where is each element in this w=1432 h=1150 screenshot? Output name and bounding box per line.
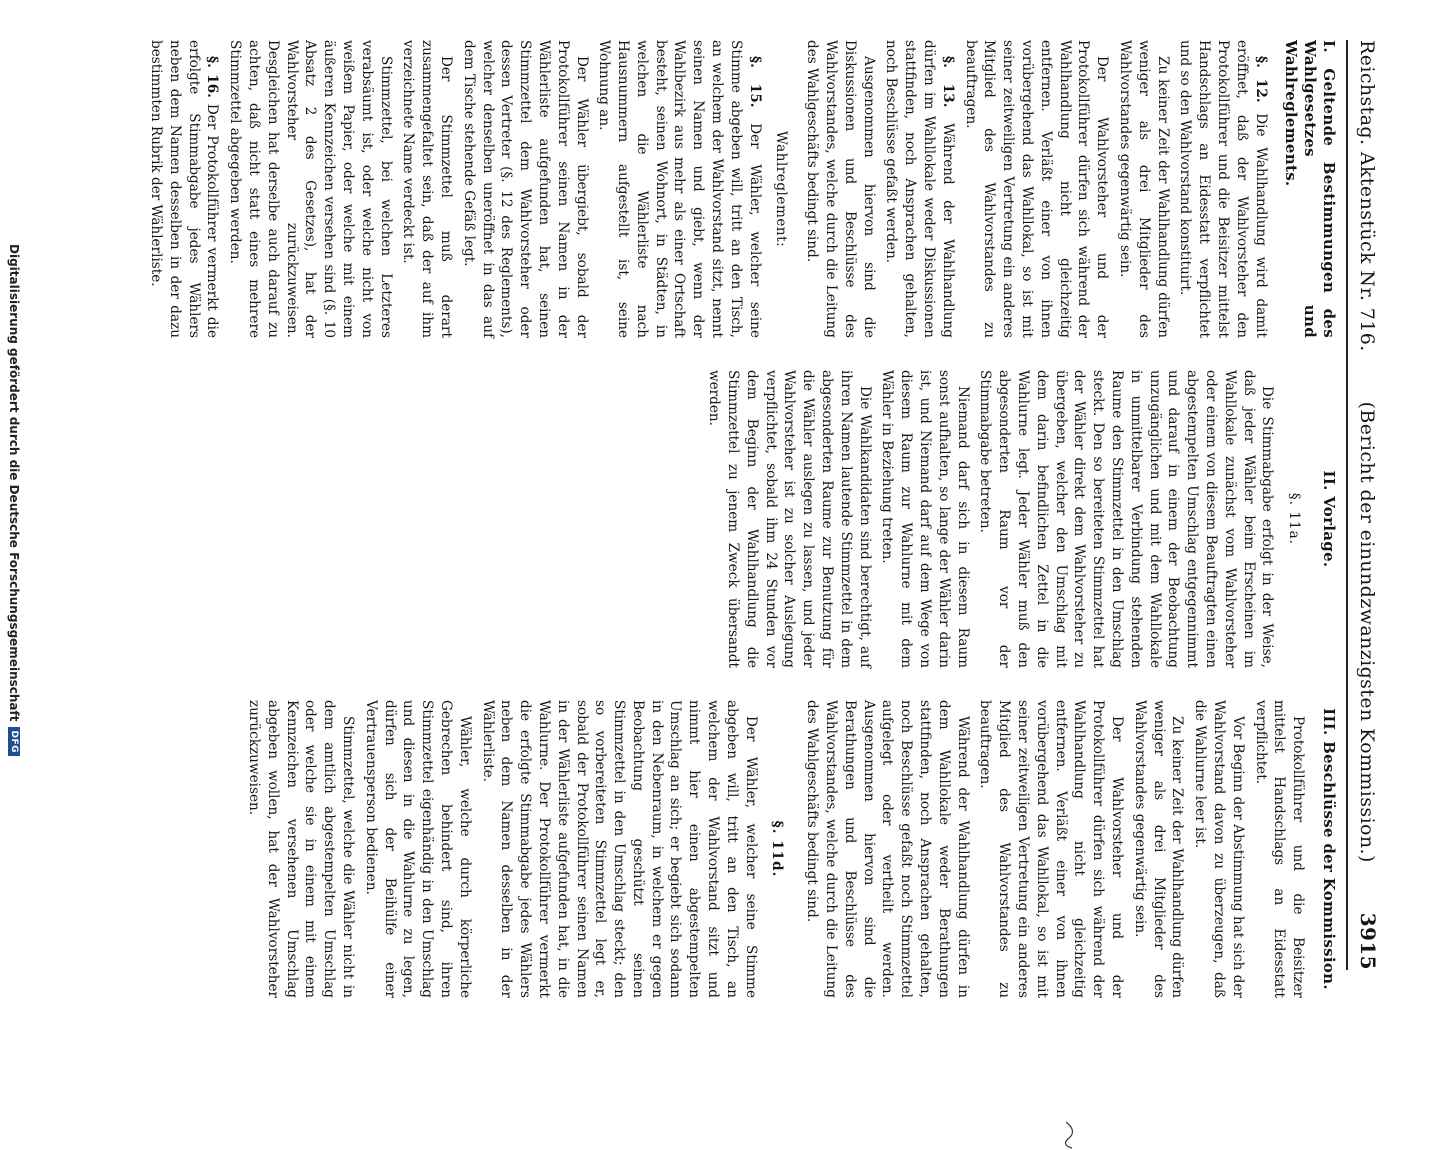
paragraph: Wähler, welche durch körperliche Gebrechen behindert sind, ihren Stimmzettel eigenhändig in den Umschlag und diesen in die Wahlurne zu legen, dürfen sich der Beihülfe einer Vertrauensperson bedienen. — [362, 700, 473, 998]
paragraph: Der Wahlvorsteher und der Protokollführer dürfen sich während der Wahlhandlung nicht gleichzeitig entfernen. Verläßt einer von ihnen vorübergehend das Wahllokal, so ist mit seiner zeitweiligen Vertretung ein anderes Mitglied des Wahlvorstandes zu beauftragen. — [962, 40, 1111, 338]
paragraph-text: Während der Wahlhandlung dürfen im Wahllokale weder Diskussionen stattfinden, noch Ansprachen gehalten, noch Beschlüsse gefaßt werden. — [883, 40, 956, 338]
column-commission-resolutions — [240, 700, 1338, 998]
paragraph: Der Wähler übergiebt, sobald der Protokollführer seinen Namen in der Wählerliste aufgefunden hat, seinen Stimmzettel dem Wahlvorsteher oder dessen Vertreter (§. 12 des Reglements), welcher denselben uneröffnet in das auf dem Tische stehende Gefäß legt. — [460, 40, 590, 338]
paragraph: Stimmzettel, bei welchen Letzteres verabsäumt ist, oder welche nicht von weißem Papier, oder welche mit einem äußeren Kennzeichen versehen sind (§. 10 Absatz 2 des Gesetzes), hat der Wahlvorsteher zurückzuweisen. Desgleichen hat derselbe auch darauf zu achten, daß nicht statt eines mehrere Stimmzettel abgegeben werden. — [227, 40, 394, 338]
section-number: §. 13. — [939, 56, 956, 108]
paragraph-text: Der Protokollführer vermerkt die erfolgte Stimmabgabe jedes Wählers neben dem Namen desselben in der dazu bestimmten Rubrik der Wählerliste. — [147, 40, 221, 338]
section-label: §. 11a. — [1286, 492, 1303, 546]
paragraph: Die Stimmabgabe erfolgt in der Weise, daß jeder Wähler beim Erscheinen im Wahllokale zunächst vom Wahlvorsteher oder einem von diesem Beauftragten einen abgestempelten Umschlag entgegennimmt und darauf in einem der Beobachtung unzugänglichen und mit dem Wahllokale in unmittelbarer Verbindung stehenden Raume den Stimmzettel in den Umschlag steckt. Den so bereiteten Stimmzettel hat der Wähler direkt dem Wahlvorsteher zu übergeben, welcher den Umschlag mit dem darin befindlichen Zettel in die Wahlurne legt. Jeder Wähler muß den abgesonderten Raum vor der Stimmabgabe betreten. — [977, 370, 1276, 668]
paragraph: Zu keiner Zeit der Wahlhandlung dürfen weniger als drei Mitglieder des Wahlvorstandes gegenwärtig sein. — [1131, 700, 1186, 998]
paragraph: Vor Beginn der Abstimmung hat sich der Wahlvorstand davon zu überzeugen, daß die Wahlurne leer ist. — [1192, 700, 1246, 998]
paragraph: Der Stimmzettel muß derart zusammengefaltet sein, daß der auf ihm verzeichnete Name verdeckt ist. — [400, 40, 454, 338]
header-middle: (Bericht der einundzwanzigsten Kommission.) — [1356, 401, 1378, 863]
regulation-title: Wahlreglement: — [773, 130, 790, 248]
page-number: 3915 — [1356, 912, 1380, 970]
side-credit-text: Digitalisierung gefördert durch die Deutsche Forschungsgemeinschaft — [7, 244, 21, 722]
section-label: §. 11d. — [769, 820, 786, 878]
paragraph: Zu keiner Zeit der Wahlhandlung dürfen weniger als drei Mitglieder des Wahlvorstandes gegenwärtig sein. — [1117, 40, 1171, 338]
paragraph: Ausgenommen hiervon sind die Diskussionen und Beschlüsse des Wahlvorstandes, welche durch die Leitung des Wahlgeschäfts bedingt sind. — [804, 40, 877, 338]
header-rule — [1346, 40, 1348, 970]
paragraph: Während der Wahlhandlung dürfen in dem Wahllokale weder Berathungen stattfinden, noch Ansprachen gehalten, noch Beschlüsse gefaßt noch Stimmzettel aufgelegt oder vertheilt werden. Ausgenommen hiervon sind die Berathungen und Beschlüsse des Wahlvorstandes, welche durch die Leitung des Wahlgeschäfts bedingt sind. — [804, 700, 971, 998]
column-heading: II. Vorlage. — [1320, 470, 1338, 568]
paragraph: Niemand darf sich in diesem Raum sonst aufhalten, so lange der Wähler darin ist, und Niemand darf auf dem Wege von diesem Raum zur Wahlurne mit dem Wähler in Beziehung treten. — [879, 370, 971, 668]
paragraph: Stimmzettel, welche die Wähler nicht in dem amtlich abgestempelten Umschlag oder welche sie in einem mit einem Kennzeichen versehenen Umschlag abgeben wollen, hat der Wahlvorsteher zurückzuweisen. — [245, 700, 356, 998]
page-header — [1350, 40, 1380, 970]
rotated-page — [16, 0, 1416, 1000]
paragraph — [146, 40, 221, 338]
paragraph: Der Wähler, welcher seine Stimme abgeben will, tritt an den Tisch, an welchem der Wahlvorstand sitzt und nimmt hier einen abgestempelten Umschlag an sich; er begiebt sich sodann in den Nebenraum, in welchem er gegen Beobachtung geschützt seinen Stimmzettel in den Umschlag steckt; den so vorbereiteten Stimmzettel legt er, sobald der Protokollführer seinen Namen in der Wählerliste aufgefunden hat, in die Wahlurne. Der Protokollführer vermerkt die erfolgte Stimmabgabe jedes Wählers neben dem Namen desselben in der Wählerliste. — [479, 700, 759, 998]
pencil-mark — [1062, 1120, 1076, 1150]
dfg-logo: DFG — [8, 727, 20, 756]
column-existing-provisions — [142, 40, 1338, 338]
section-number: §. 16. — [204, 56, 221, 98]
column-bill — [701, 370, 1339, 668]
section-number: §. 15. — [746, 56, 763, 108]
paragraph — [882, 40, 957, 338]
paragraph: Die Wahlkandidaten sind berechtigt, auf ihren Namen lautende Stimmzettel in dem abgesonderten Raume zur Benutzung für die Wähler auslegen zu lassen, und jeder Wahlvorsteher ist zu solcher Auslegung verpflichtet, sobald ihm 24 Stunden vor dem Beginn der Wahlhandlung die Stimmzettel zu jenem Zweck übersandt werden. — [706, 370, 873, 668]
column-heading: I. Geltende Bestimmungen des Wahlgesetzes und Wahlreglements. — [1282, 40, 1338, 338]
paragraph: Protokollführer und die Beisitzer mittelst Handschlags an Eidesstatt verpflichtet. — [1252, 700, 1307, 998]
paragraph — [1176, 40, 1270, 338]
paragraph — [595, 40, 764, 338]
document-page — [16, 0, 1416, 1000]
section-number: §. 12. — [1252, 56, 1269, 103]
column-heading: III. Beschlüsse der Kommission. — [1320, 708, 1338, 990]
header-left: Reichstag. Aktenstück Nr. 716. — [1356, 40, 1378, 352]
paragraph-text: Die Wahlhandlung wird damit eröffnet, daß der Wahlvorsteher den Protokollführer und die Beisitzer mittelst Handschlags an Eidesstatt verpflichtet und so den Wahlvorstand konstituirt. — [1177, 40, 1269, 338]
paragraph-text: Der Wähler, welcher seine Stimme abgeben will, tritt an den Tisch, an welchem der Wahlvorstand sitzt, nennt seinen Namen und giebt, wenn der Wahlbezirk aus mehr als einer Ortschaft besteht, seinen Wohnort, in Städten, in welchen die Wählerliste nach Hausnummern aufgestellt ist, seine Wohnung an. — [596, 40, 763, 338]
paragraph: Der Wahlvorsteher und der Protokollführer dürfen sich während der Wahlhandlung nicht gleichzeitig entfernen. Verläßt einer von ihnen vorübergehend das Wahllokal, so ist mit seiner zeitweiligen Vertretung ein anderes Mitglied des Wahlvorstandes zu beauftragen. — [977, 700, 1126, 998]
